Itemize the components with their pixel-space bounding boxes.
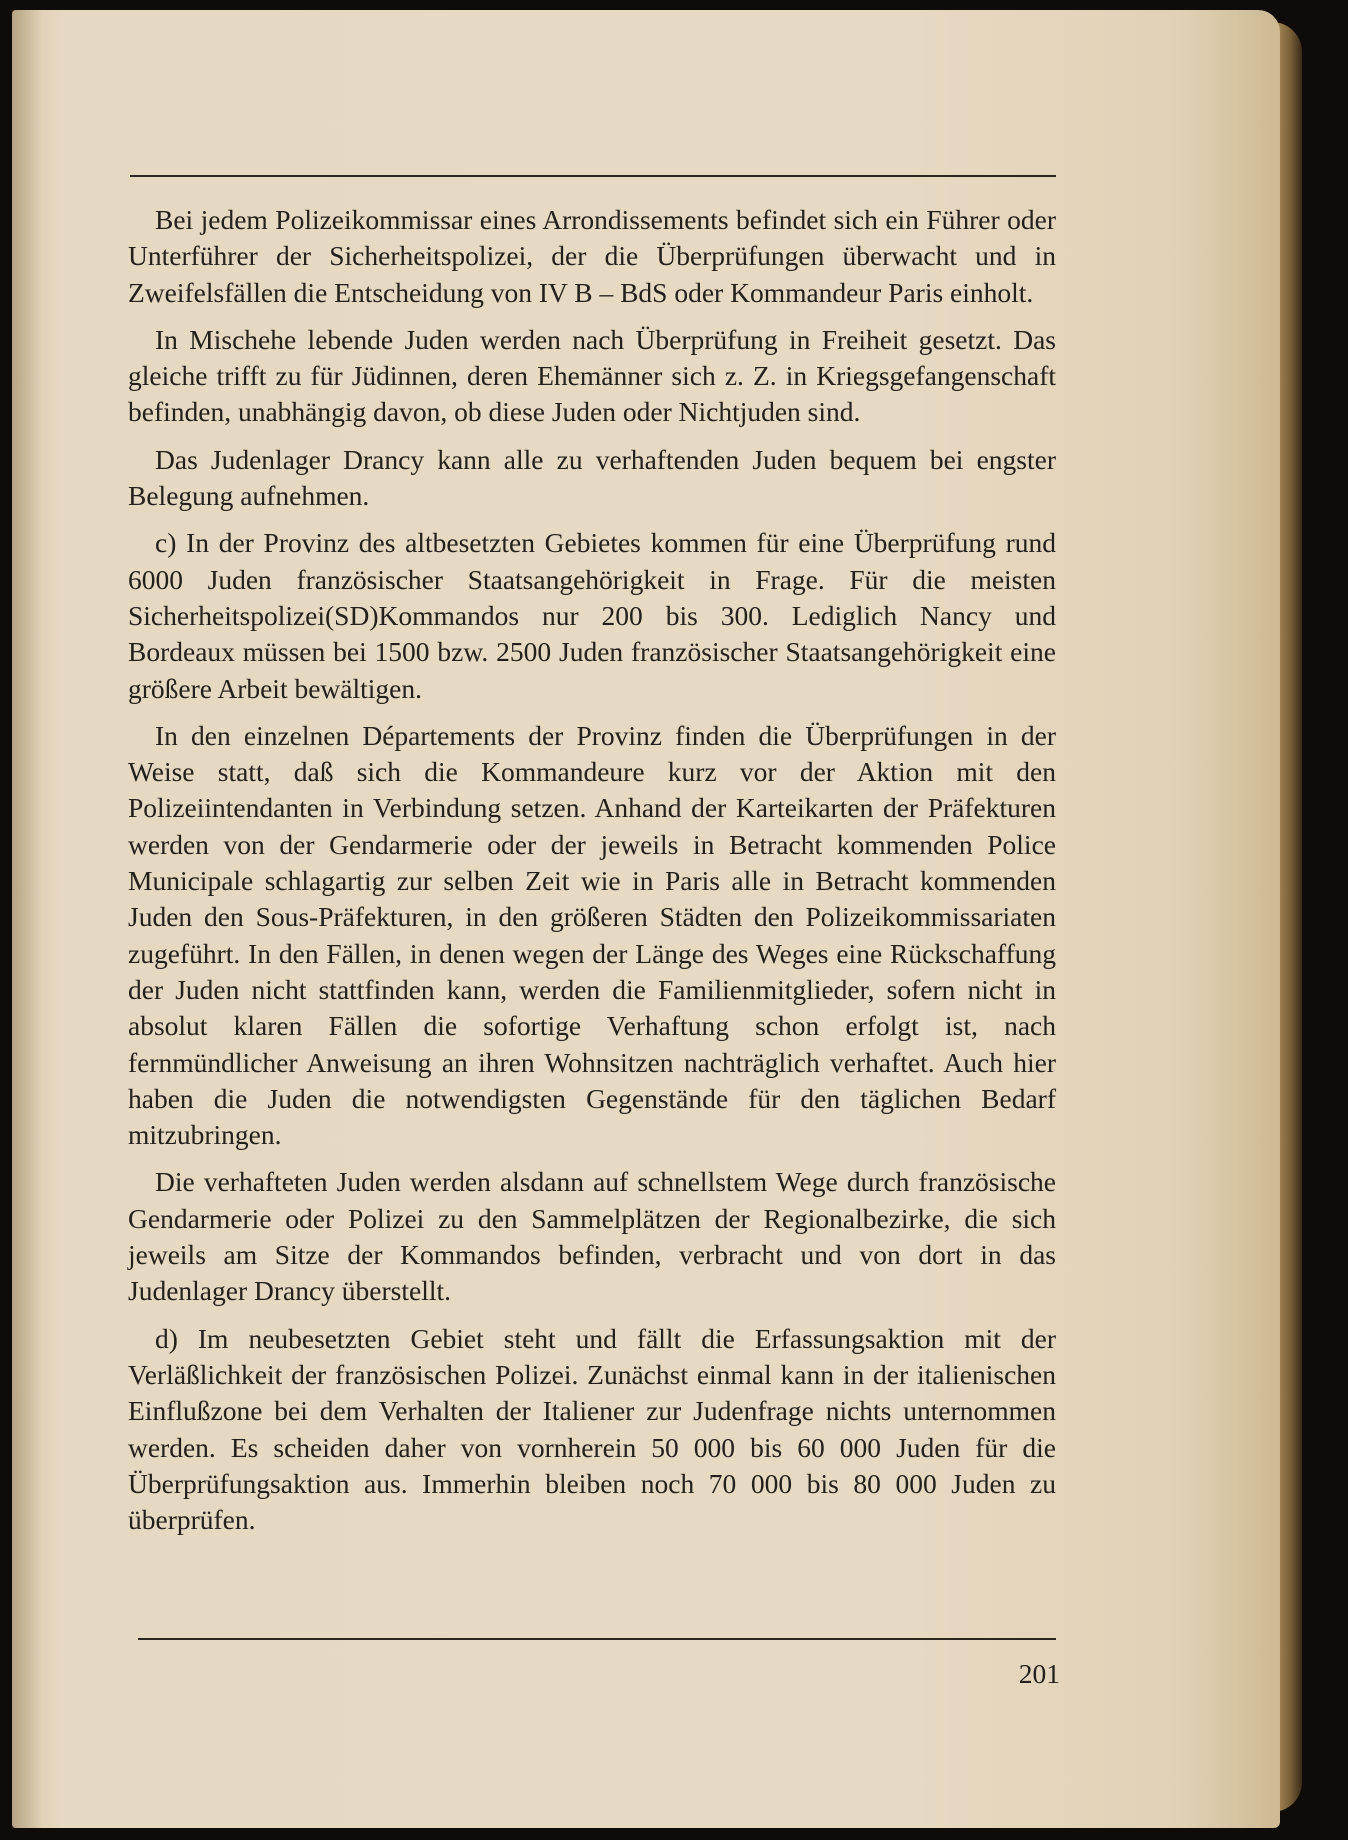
paragraph: Die verhafteten Juden werden alsdann auf schnellstem Wege durch französische Gendarmerie oder Polizei zu den Sammelplätzen der Regionalbezirke, die sich jeweils am Sitze der Kommandos befinden, verbracht und von dort in das Judenlager Drancy überstellt. — [128, 1166, 1056, 1307]
paragraph: In den einzelnen Départements der Provinz finden die Überprüfungen in der Weise statt, daß sich die Kommandeure kurz vor der Aktion mit den Polizeiintendanten in Verbindung setzen. Anhand der Karteikarten der Präfekturen werden von der Gendarmerie oder der jeweils in Betracht kommenden Police Municipale schlagartig zur selben Zeit wie in Paris alle in Betracht kommenden Juden den Sous-Präfekturen, in den größeren Städten den Polizeikommissariaten zugeführt. In den Fällen, in denen wegen der Länge des Weges eine Rückschaffung der Juden nicht stattfinden kann, werden die Familienmitglieder, sofern nicht in absolut klaren Fällen die sofortige Verhaftung schon erfolgt ist, nach fernmündlicher Anweisung an ihren Wohnsitzen nachträglich verhaftet. Auch hier haben die Juden die notwendigsten Gegenstände für den täglichen Bedarf mitzubringen. — [128, 719, 1056, 1151]
paragraph: Bei jedem Polizeikommissar eines Arrondissements befindet sich ein Führer oder Unterführer der Sicherheitspolizei, der die Überprüfungen überwacht und in Zweifelsfällen die Entscheidung von IV B – BdS oder Kommandeur Paris einholt. — [128, 204, 1056, 308]
spine-shadow — [12, 10, 42, 1828]
page-body — [128, 202, 1056, 1538]
paragraph: d) Im neubesetzten Gebiet steht und fällt die Erfassungsaktion mit der Verläßlichkeit der französischen Polizei. Zunächst einmal kann in der italienischen Einflußzone bei dem Verhalten der Italiener zur Judenfrage nichts unternommen werden. Es scheiden daher von vornherein 50 000 bis 60 000 Juden für die Überprüfungsaktion aus. Immerhin bleiben noch 70 000 bis 80 000 Juden zu überprüfen. — [128, 1322, 1056, 1536]
footer-rule — [138, 1638, 1056, 1640]
page-number: 201 — [1018, 1658, 1060, 1689]
paragraph: Das Judenlager Drancy kann alle zu verhaftenden Juden bequem bei engster Belegung aufnehmen. — [128, 443, 1056, 512]
header-rule — [130, 175, 1056, 177]
paragraph: In Mischehe lebende Juden werden nach Überprüfung in Freiheit gesetzt. Das gleiche trifft zu für Jüdinnen, deren Ehemänner sich z. Z. in Kriegsgefangenschaft befinden, unabhängig davon, ob diese Juden oder Nichtjuden sind. — [128, 323, 1056, 428]
paragraph: c) In der Provinz des altbesetzten Gebietes kommen für eine Überprüfung rund 6000 Juden französischer Staatsangehörigkeit in Frage. Für die meisten Sicherheitspolizei(SD)Kommandos nur 200 bis 300. Lediglich Nancy und Bordeaux müssen bei 1500 bzw. 2500 Juden französischer Staatsangehörigkeit eine größere Arbeit bewältigen. — [128, 527, 1056, 704]
